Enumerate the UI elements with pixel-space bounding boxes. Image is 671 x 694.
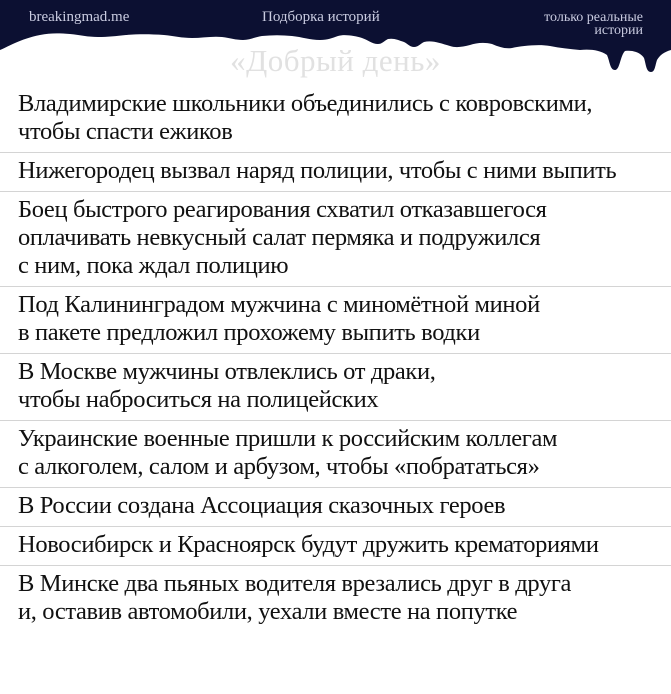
tagline-line-1: только реальные: [544, 10, 643, 25]
story-line: Нижегородец вызвал наряд полиции, чтобы с ними выпить: [18, 157, 617, 184]
story-line: В Москве мужчины отвлеклись от драки,: [18, 358, 436, 385]
real-stories-tagline-link[interactable]: [493, 11, 643, 37]
story-link-2[interactable]: [0, 152, 671, 191]
story-line: чтобы наброситься на полицейских: [18, 386, 379, 413]
story-line: Новосибирск и Красноярск будут дружить крематориями: [18, 531, 599, 558]
site-name-link[interactable]: breakingmad.me: [29, 9, 130, 25]
story-line: с ним, пока ждал полицию: [18, 252, 289, 279]
story-line: в пакете предложил прохожему выпить водки: [18, 319, 480, 346]
story-link-7[interactable]: [0, 487, 671, 526]
story-link-5[interactable]: [0, 353, 671, 420]
story-link-6[interactable]: [0, 420, 671, 487]
story-line: Владимирские школьники объединились с ковровскими,: [18, 90, 593, 117]
story-link-8[interactable]: [0, 526, 671, 565]
story-line: Под Калининградом мужчина с миномётной миной: [18, 291, 540, 318]
story-line: Боец быстрого реагирования схватил отказавшегося: [18, 196, 547, 223]
story-collection-link[interactable]: Подборка историй: [262, 9, 380, 25]
story-link-3[interactable]: [0, 191, 671, 286]
site-header: [0, 0, 671, 90]
story-line: с алкоголем, салом и арбузом, чтобы «побрататься»: [18, 453, 540, 480]
story-line: оплачивать невкусный салат пермяка и подружился: [18, 224, 541, 251]
story-line: Украинские военные пришли к российским коллегам: [18, 425, 558, 452]
story-link-1[interactable]: [0, 86, 671, 152]
story-list: [0, 86, 671, 632]
story-line: чтобы спасти ежиков: [18, 118, 233, 145]
story-line: и, оставив автомобили, уехали вместе на попутке: [18, 598, 518, 625]
story-link-9[interactable]: [0, 565, 671, 632]
story-line: В Минске два пьяных водителя врезались друг в друга: [18, 570, 572, 597]
story-link-4[interactable]: [0, 286, 671, 353]
story-line: В России создана Ассоциация сказочных героев: [18, 492, 506, 519]
page-title: «Добрый день»: [230, 43, 441, 78]
tagline-line-2: истории: [594, 23, 643, 38]
